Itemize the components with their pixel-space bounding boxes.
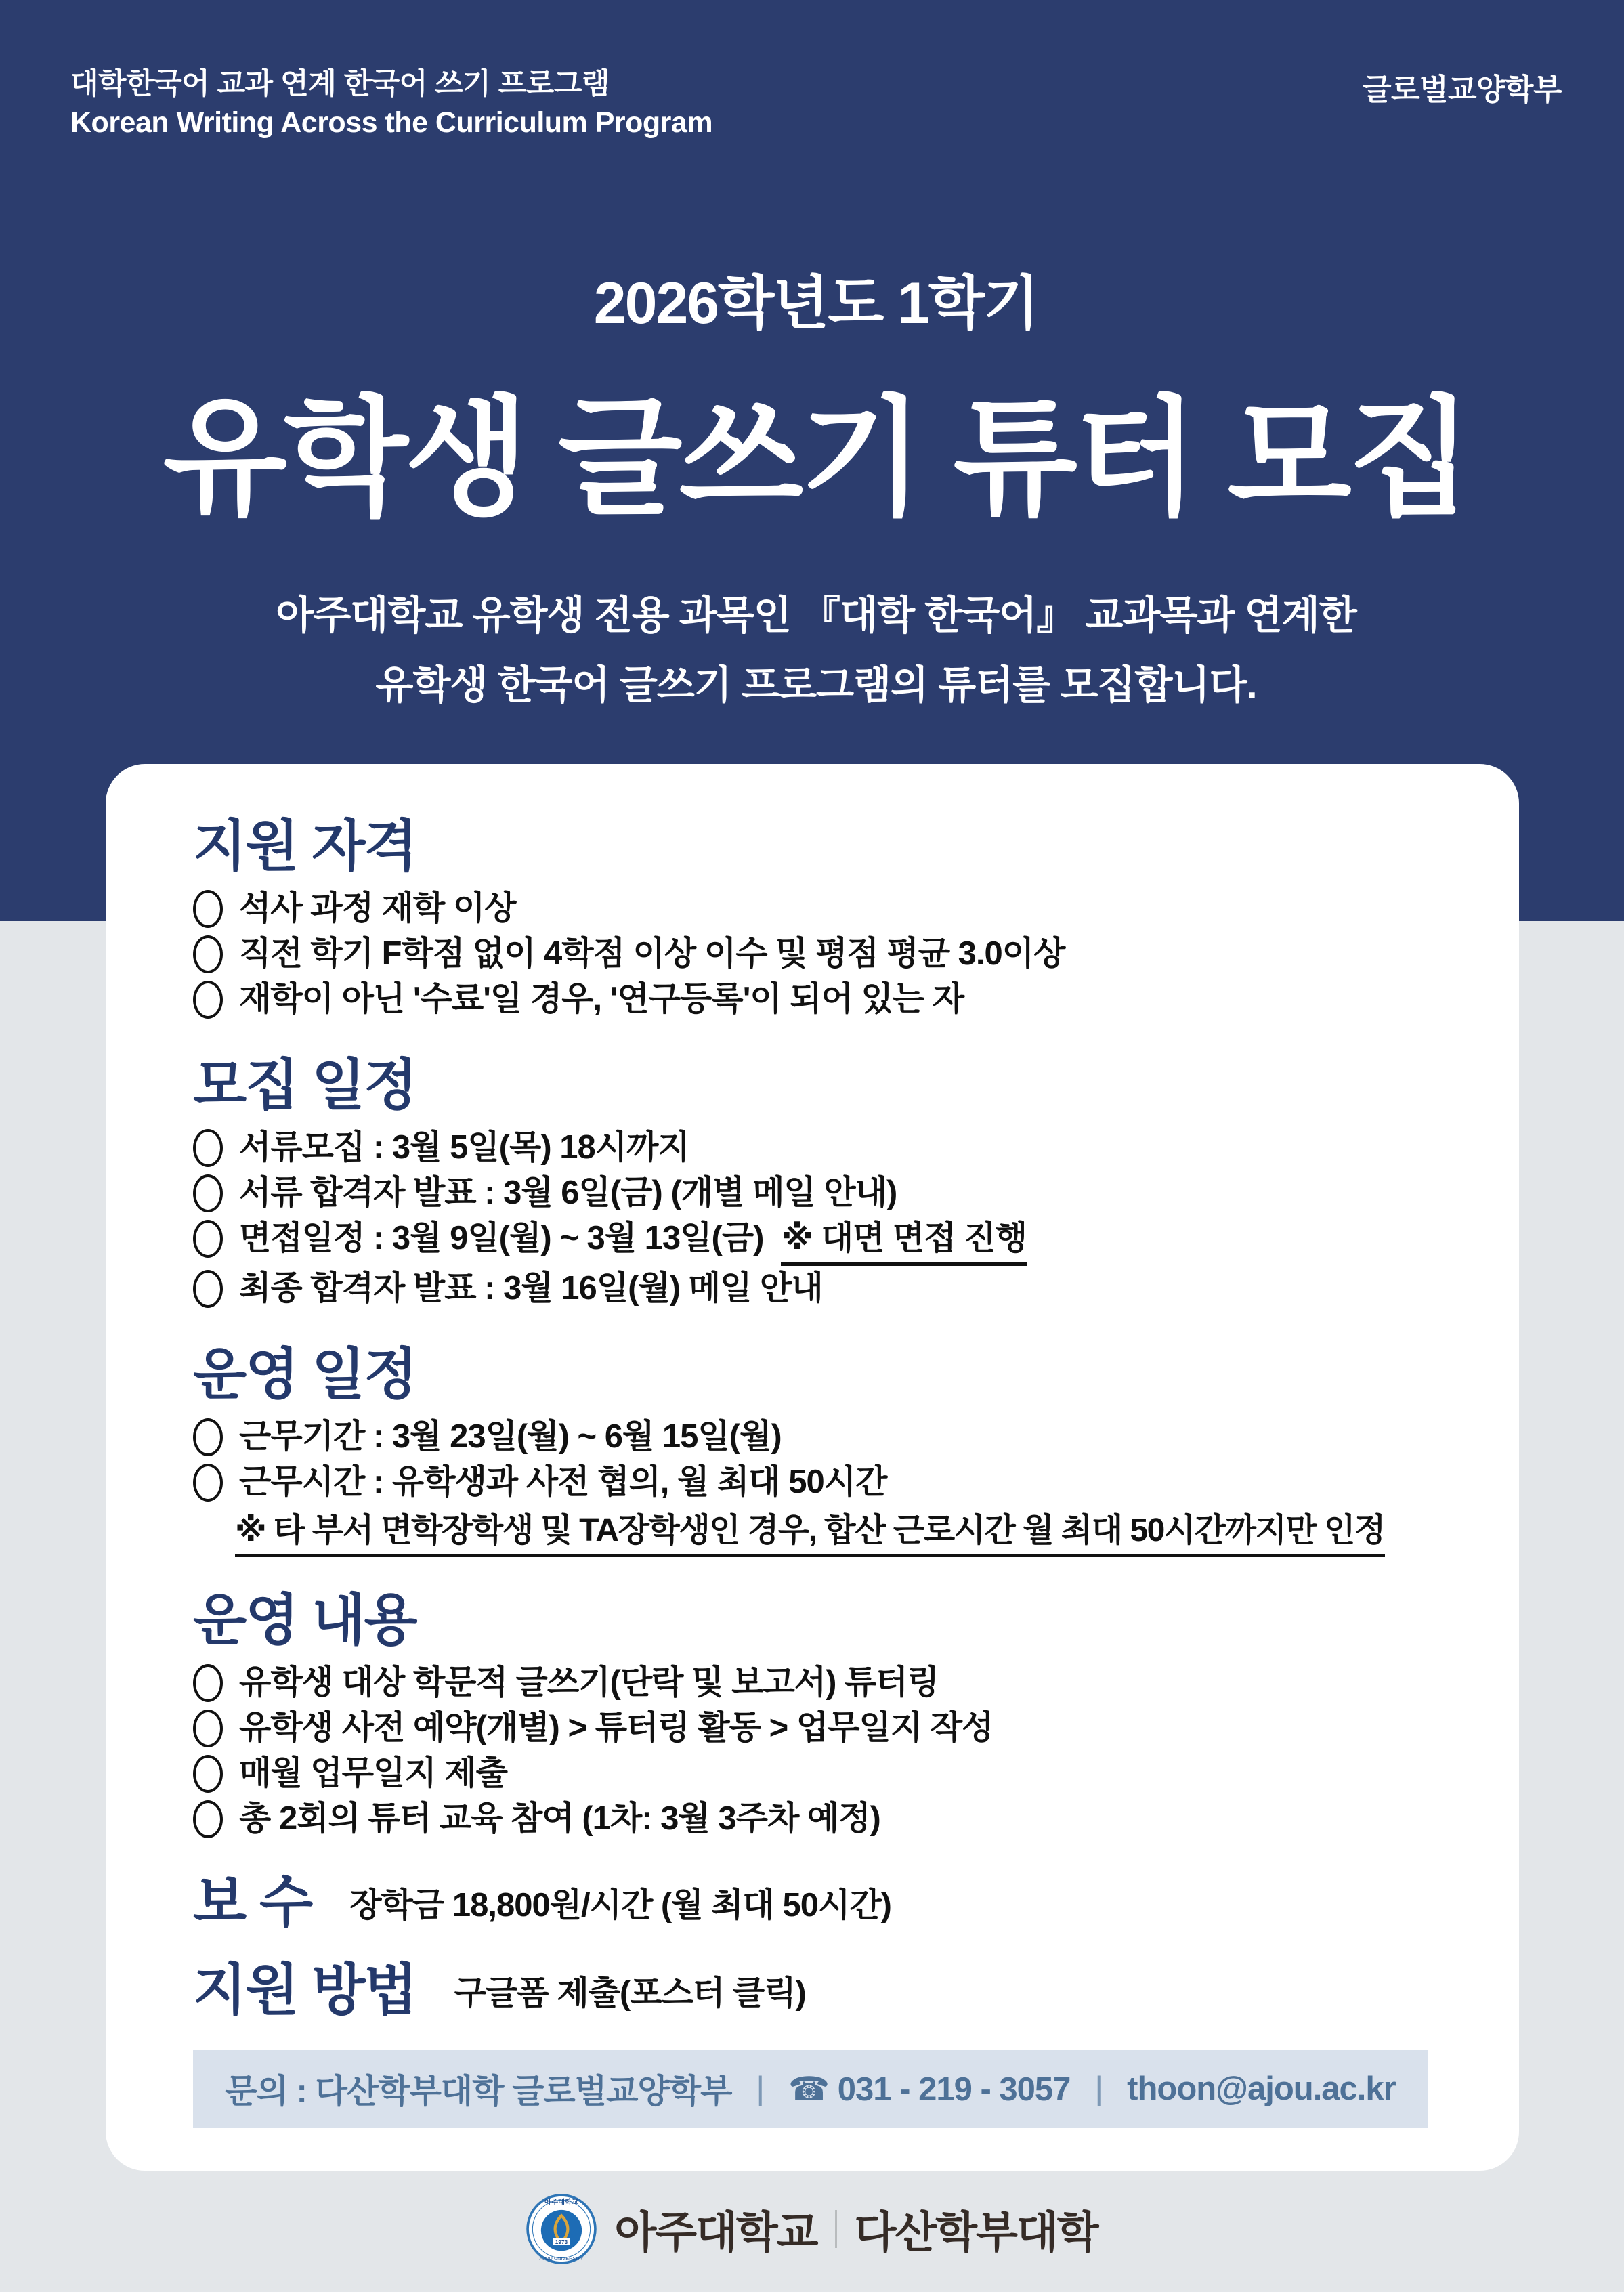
list-item: 서류모집 : 3월 5일(목) 18시까지	[193, 1125, 1428, 1170]
section-operation-schedule	[193, 1341, 1428, 1557]
apply-method-detail: 구글폼 제출(포스터 클릭)	[454, 1975, 806, 2012]
section-heading: 운영 일정	[193, 1344, 416, 1405]
list-item: 최종 합격자 발표 : 3월 16일(월) 메일 안내	[193, 1266, 1428, 1311]
contact-email: thoon@ajou.ac.kr	[1127, 2071, 1396, 2107]
section-heading: 모집 일정	[193, 1055, 416, 1116]
program-name-block	[70, 65, 712, 142]
circle-bullet-icon	[193, 890, 223, 928]
list-item: 직전 학기 F학점 없이 4학점 이상 이수 및 평점 평균 3.0이상	[193, 931, 1428, 977]
list-item: 근무기간 : 3월 23일(월) ~ 6월 15일(월)	[193, 1414, 1428, 1460]
hero-header-row	[70, 65, 1562, 142]
section-heading: 운영 내용	[193, 1590, 416, 1651]
subtitle-line-2: 유학생 한국어 글쓰기 프로그램의 튜터를 모집합니다.	[375, 662, 1257, 707]
section-heading: 지원 방법	[193, 1959, 416, 2021]
list-item: 총 2회의 튜터 교육 참여 (1차: 3월 3주차 예정)	[193, 1796, 1428, 1842]
list-item: 유학생 대상 학문적 글쓰기(단락 및 보고서) 튜터링	[193, 1660, 1428, 1705]
work-hours-limit-note: ※ 타 부서 면학장학생 및 TA장학생인 경우, 합산 근로시간 월 최대 50시간까지만 인정	[235, 1510, 1385, 1557]
info-card	[106, 764, 1519, 2171]
circle-bullet-icon	[193, 1270, 223, 1308]
divider	[835, 2210, 837, 2248]
divider: |	[1094, 2071, 1103, 2107]
program-name-english: Korean Writing Across the Curriculum Program	[70, 106, 713, 139]
svg-text:아주대학교: 아주대학교	[544, 2199, 579, 2207]
eligibility-list	[193, 886, 1428, 1022]
pay-detail: 장학금 18,800원/시간 (월 최대 50시간)	[349, 1887, 891, 1924]
svg-text:1973: 1973	[555, 2238, 568, 2245]
circle-bullet-icon	[193, 1755, 223, 1793]
section-apply-method	[193, 1957, 1428, 2024]
section-eligibility	[193, 813, 1428, 1022]
university-name: 아주대학교	[614, 2208, 817, 2257]
program-name-korean: 대학한국어 교과 연계 한국어 쓰기 프로그램	[70, 68, 610, 100]
footer-logo	[0, 2192, 1624, 2266]
section-heading: 보 수	[193, 1871, 312, 1933]
circle-bullet-icon	[193, 1220, 223, 1258]
list-item: 재학이 아닌 '수료'일 경우, '연구등록'이 되어 있는 자	[193, 977, 1428, 1022]
list-item: 서류 합격자 발표 : 3월 6일(금) (개별 메일 안내)	[193, 1170, 1428, 1216]
circle-bullet-icon	[193, 1710, 223, 1747]
circle-bullet-icon	[193, 1174, 223, 1212]
list-item: 유학생 사전 예약(개별) > 튜터링 활동 > 업무일지 작성	[193, 1705, 1428, 1751]
department-label: 글로벌교양학부	[1362, 73, 1562, 106]
list-item: 근무시간 : 유학생과 사전 협의, 월 최대 50시간	[193, 1460, 1428, 1505]
poster-subtitle	[70, 580, 1562, 720]
college-name: 다산학부대학	[854, 2208, 1098, 2257]
circle-bullet-icon	[193, 1129, 223, 1167]
list-item: 면접일정 : 3월 9일(월) ~ 3월 13일(금) ※ 대면 면접 진행	[193, 1216, 1428, 1266]
section-pay	[193, 1869, 1428, 1936]
section-heading: 지원 자격	[193, 815, 416, 877]
poster-title: 유학생 글쓰기 튜터 모집	[163, 386, 1470, 530]
circle-bullet-icon	[193, 1664, 223, 1702]
recruitment-schedule-list	[193, 1125, 1428, 1311]
circle-bullet-icon	[193, 1418, 223, 1456]
circle-bullet-icon	[193, 1800, 223, 1838]
list-item: 석사 과정 재학 이상	[193, 886, 1428, 931]
ajou-university-seal-icon	[526, 2194, 597, 2264]
semester-label: 2026학년도 1학기	[593, 270, 1039, 336]
circle-bullet-icon	[193, 935, 223, 973]
list-item: 매월 업무일지 제출	[193, 1751, 1428, 1796]
circle-bullet-icon	[193, 981, 223, 1019]
contact-phone: ☎ 031 - 219 - 3057	[788, 2071, 1071, 2108]
subtitle-line-1: 아주대학교 유학생 전용 과목인 『대학 한국어』 교과목과 연계한	[276, 593, 1356, 637]
section-recruitment-schedule	[193, 1052, 1428, 1311]
operation-schedule-list	[193, 1414, 1428, 1505]
divider: |	[756, 2071, 765, 2107]
contact-bar	[193, 2050, 1428, 2128]
section-operation-content	[193, 1587, 1428, 1842]
contact-department: 문의 : 다산학부대학 글로벌교양학부	[225, 2073, 732, 2110]
operation-content-list	[193, 1660, 1428, 1842]
svg-text:AJOU UNIVERSITY: AJOU UNIVERSITY	[539, 2255, 584, 2262]
interview-note: ※ 대면 면접 진행	[781, 1216, 1026, 1266]
circle-bullet-icon	[193, 1464, 223, 1502]
